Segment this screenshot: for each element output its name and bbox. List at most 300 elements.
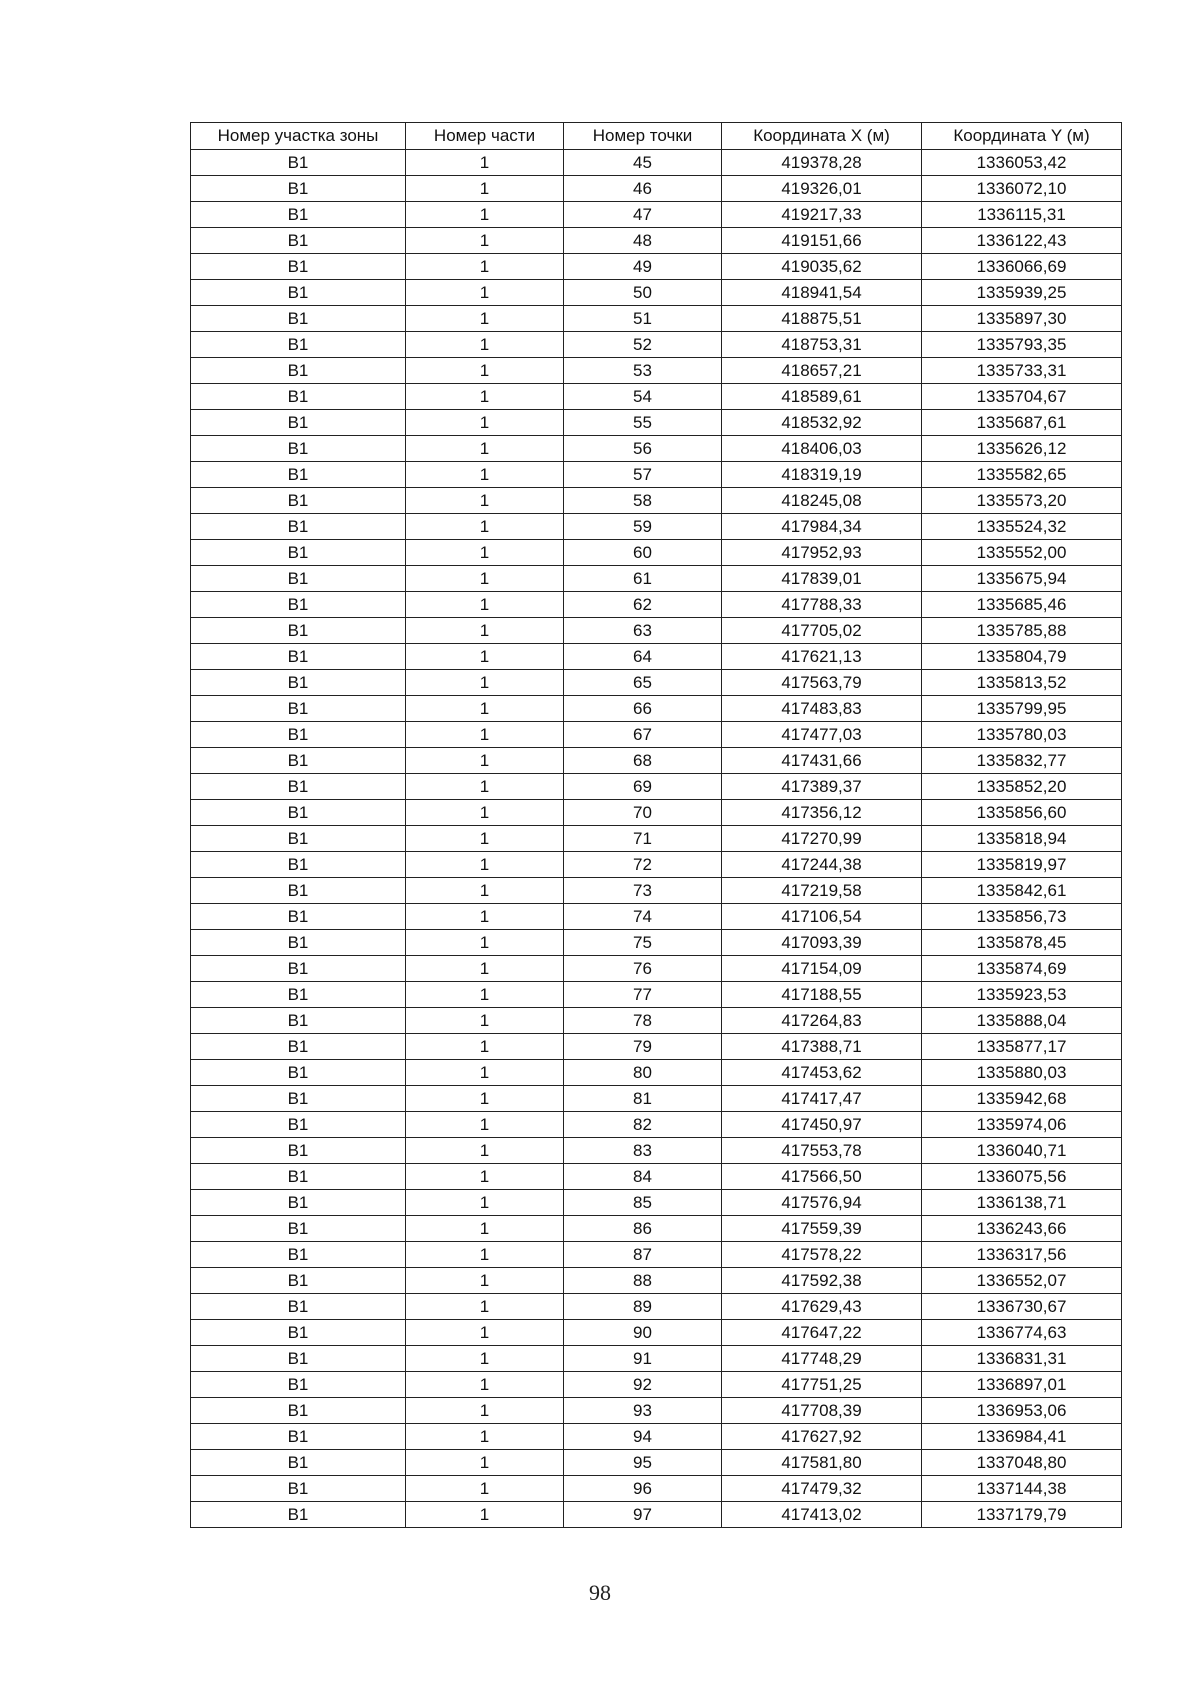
table-row [191,1008,1122,1034]
cell-coordinate-y: 1335799,95 [922,696,1122,722]
cell-coordinate-x: 417106,54 [722,904,922,930]
table-row [191,1372,1122,1398]
cell-coordinate-y: 1336138,71 [922,1190,1122,1216]
cell-coordinate-x: 417264,83 [722,1008,922,1034]
table-row [191,982,1122,1008]
cell-point-number: 79 [564,1034,722,1060]
cell-part-number: 1 [406,1112,564,1138]
table-row [191,254,1122,280]
cell-part-number: 1 [406,1294,564,1320]
cell-point-number: 73 [564,878,722,904]
cell-coordinate-x: 417453,62 [722,1060,922,1086]
cell-part-number: 1 [406,228,564,254]
cell-part-number: 1 [406,1346,564,1372]
table-row [191,306,1122,332]
cell-point-number: 88 [564,1268,722,1294]
cell-part-number: 1 [406,436,564,462]
cell-zone-plot-number: В1 [191,306,406,332]
cell-point-number: 47 [564,202,722,228]
cell-point-number: 48 [564,228,722,254]
cell-point-number: 87 [564,1242,722,1268]
cell-point-number: 45 [564,150,722,176]
cell-coordinate-x: 417952,93 [722,540,922,566]
cell-zone-plot-number: В1 [191,1294,406,1320]
cell-part-number: 1 [406,1502,564,1528]
cell-zone-plot-number: В1 [191,1424,406,1450]
cell-point-number: 68 [564,748,722,774]
cell-coordinate-x: 417154,09 [722,956,922,982]
cell-part-number: 1 [406,904,564,930]
cell-coordinate-y: 1335733,31 [922,358,1122,384]
cell-coordinate-y: 1336953,06 [922,1398,1122,1424]
header-part-number: Номер части [406,123,564,150]
cell-coordinate-x: 418532,92 [722,410,922,436]
cell-coordinate-x: 417219,58 [722,878,922,904]
cell-coordinate-x: 417581,80 [722,1450,922,1476]
cell-point-number: 64 [564,644,722,670]
cell-coordinate-y: 1336072,10 [922,176,1122,202]
cell-coordinate-y: 1336122,43 [922,228,1122,254]
cell-coordinate-x: 417244,38 [722,852,922,878]
cell-part-number: 1 [406,1190,564,1216]
cell-point-number: 54 [564,384,722,410]
cell-zone-plot-number: В1 [191,228,406,254]
table-row [191,1216,1122,1242]
cell-coordinate-y: 1335552,00 [922,540,1122,566]
cell-zone-plot-number: В1 [191,1190,406,1216]
cell-coordinate-x: 417389,37 [722,774,922,800]
header-coordinate-x: Координата X (м) [722,123,922,150]
cell-part-number: 1 [406,1372,564,1398]
cell-zone-plot-number: В1 [191,826,406,852]
cell-point-number: 74 [564,904,722,930]
cell-part-number: 1 [406,566,564,592]
table-row [191,1190,1122,1216]
table-row [191,1320,1122,1346]
table-row [191,1294,1122,1320]
cell-zone-plot-number: В1 [191,488,406,514]
cell-coordinate-x: 417188,55 [722,982,922,1008]
cell-coordinate-x: 417477,03 [722,722,922,748]
cell-coordinate-y: 1337179,79 [922,1502,1122,1528]
cell-zone-plot-number: В1 [191,1346,406,1372]
cell-zone-plot-number: В1 [191,1268,406,1294]
cell-zone-plot-number: В1 [191,462,406,488]
table-row [191,670,1122,696]
table-row [191,384,1122,410]
cell-part-number: 1 [406,774,564,800]
cell-part-number: 1 [406,878,564,904]
cell-part-number: 1 [406,462,564,488]
cell-part-number: 1 [406,540,564,566]
cell-zone-plot-number: В1 [191,1398,406,1424]
cell-coordinate-x: 417647,22 [722,1320,922,1346]
table-row [191,1242,1122,1268]
cell-zone-plot-number: В1 [191,956,406,982]
cell-point-number: 52 [564,332,722,358]
cell-zone-plot-number: В1 [191,800,406,826]
cell-part-number: 1 [406,384,564,410]
cell-point-number: 75 [564,930,722,956]
cell-point-number: 89 [564,1294,722,1320]
cell-part-number: 1 [406,670,564,696]
cell-zone-plot-number: В1 [191,592,406,618]
cell-coordinate-y: 1335888,04 [922,1008,1122,1034]
table-row [191,1164,1122,1190]
coordinates-table [190,122,1122,1528]
cell-coordinate-x: 417553,78 [722,1138,922,1164]
cell-point-number: 63 [564,618,722,644]
cell-coordinate-x: 417479,32 [722,1476,922,1502]
cell-zone-plot-number: В1 [191,982,406,1008]
cell-point-number: 78 [564,1008,722,1034]
cell-coordinate-x: 418753,31 [722,332,922,358]
cell-coordinate-x: 417356,12 [722,800,922,826]
cell-coordinate-x: 417627,92 [722,1424,922,1450]
table-row [191,1398,1122,1424]
cell-coordinate-y: 1335856,73 [922,904,1122,930]
cell-part-number: 1 [406,202,564,228]
cell-point-number: 57 [564,462,722,488]
table-row [191,722,1122,748]
cell-point-number: 51 [564,306,722,332]
cell-part-number: 1 [406,514,564,540]
cell-point-number: 62 [564,592,722,618]
cell-point-number: 66 [564,696,722,722]
cell-point-number: 67 [564,722,722,748]
cell-coordinate-y: 1335878,45 [922,930,1122,956]
cell-part-number: 1 [406,1268,564,1294]
table-row [191,488,1122,514]
cell-zone-plot-number: В1 [191,878,406,904]
cell-coordinate-y: 1335573,20 [922,488,1122,514]
cell-coordinate-x: 417629,43 [722,1294,922,1320]
table-row [191,904,1122,930]
table-row [191,1268,1122,1294]
cell-point-number: 86 [564,1216,722,1242]
cell-zone-plot-number: В1 [191,358,406,384]
cell-zone-plot-number: В1 [191,176,406,202]
cell-zone-plot-number: В1 [191,540,406,566]
cell-coordinate-x: 418589,61 [722,384,922,410]
cell-coordinate-x: 417984,34 [722,514,922,540]
cell-coordinate-x: 417413,02 [722,1502,922,1528]
cell-coordinate-x: 417388,71 [722,1034,922,1060]
table-row [191,592,1122,618]
cell-coordinate-x: 417559,39 [722,1216,922,1242]
cell-zone-plot-number: В1 [191,566,406,592]
table-row [191,956,1122,982]
cell-coordinate-y: 1335939,25 [922,280,1122,306]
cell-part-number: 1 [406,488,564,514]
cell-coordinate-y: 1335582,65 [922,462,1122,488]
cell-part-number: 1 [406,1008,564,1034]
table-row [191,566,1122,592]
table-row [191,1138,1122,1164]
cell-part-number: 1 [406,410,564,436]
cell-point-number: 81 [564,1086,722,1112]
cell-part-number: 1 [406,254,564,280]
cell-coordinate-x: 418245,08 [722,488,922,514]
cell-coordinate-y: 1336897,01 [922,1372,1122,1398]
cell-zone-plot-number: В1 [191,1138,406,1164]
cell-zone-plot-number: В1 [191,748,406,774]
cell-point-number: 84 [564,1164,722,1190]
cell-zone-plot-number: В1 [191,332,406,358]
table-row [191,1086,1122,1112]
cell-coordinate-x: 418875,51 [722,306,922,332]
cell-point-number: 92 [564,1372,722,1398]
cell-point-number: 93 [564,1398,722,1424]
cell-part-number: 1 [406,982,564,1008]
cell-part-number: 1 [406,930,564,956]
cell-part-number: 1 [406,1138,564,1164]
cell-zone-plot-number: В1 [191,1450,406,1476]
page-number: 98 [589,1580,611,1605]
cell-point-number: 85 [564,1190,722,1216]
cell-zone-plot-number: В1 [191,644,406,670]
table-row [191,1112,1122,1138]
table-row [191,150,1122,176]
table-row [191,514,1122,540]
cell-coordinate-y: 1337048,80 [922,1450,1122,1476]
cell-coordinate-x: 417751,25 [722,1372,922,1398]
cell-zone-plot-number: В1 [191,852,406,878]
cell-zone-plot-number: В1 [191,670,406,696]
table-row [191,1450,1122,1476]
cell-part-number: 1 [406,1424,564,1450]
cell-point-number: 76 [564,956,722,982]
table-row [191,462,1122,488]
cell-coordinate-y: 1336730,67 [922,1294,1122,1320]
cell-part-number: 1 [406,852,564,878]
cell-point-number: 56 [564,436,722,462]
cell-coordinate-x: 419035,62 [722,254,922,280]
cell-point-number: 72 [564,852,722,878]
cell-coordinate-y: 1335704,67 [922,384,1122,410]
cell-point-number: 91 [564,1346,722,1372]
table-row [191,358,1122,384]
cell-zone-plot-number: В1 [191,436,406,462]
cell-coordinate-y: 1335818,94 [922,826,1122,852]
cell-zone-plot-number: В1 [191,618,406,644]
table-row [191,1346,1122,1372]
cell-point-number: 58 [564,488,722,514]
table-row [191,852,1122,878]
cell-part-number: 1 [406,1034,564,1060]
cell-coordinate-x: 417748,29 [722,1346,922,1372]
table-row [191,1034,1122,1060]
cell-point-number: 90 [564,1320,722,1346]
cell-coordinate-y: 1335874,69 [922,956,1122,982]
cell-part-number: 1 [406,332,564,358]
cell-point-number: 95 [564,1450,722,1476]
cell-point-number: 53 [564,358,722,384]
cell-point-number: 77 [564,982,722,1008]
cell-coordinate-x: 419151,66 [722,228,922,254]
cell-coordinate-x: 417708,39 [722,1398,922,1424]
cell-part-number: 1 [406,618,564,644]
table-row [191,1424,1122,1450]
cell-part-number: 1 [406,306,564,332]
table-row [191,176,1122,202]
table-row [191,800,1122,826]
cell-coordinate-y: 1335685,46 [922,592,1122,618]
cell-coordinate-y: 1335780,03 [922,722,1122,748]
cell-part-number: 1 [406,1242,564,1268]
cell-coordinate-y: 1336831,31 [922,1346,1122,1372]
cell-point-number: 97 [564,1502,722,1528]
cell-point-number: 55 [564,410,722,436]
cell-part-number: 1 [406,826,564,852]
cell-zone-plot-number: В1 [191,280,406,306]
cell-coordinate-x: 417431,66 [722,748,922,774]
cell-coordinate-x: 417576,94 [722,1190,922,1216]
cell-coordinate-x: 417621,13 [722,644,922,670]
cell-coordinate-x: 417566,50 [722,1164,922,1190]
cell-part-number: 1 [406,592,564,618]
cell-coordinate-y: 1335923,53 [922,982,1122,1008]
cell-coordinate-y: 1335804,79 [922,644,1122,670]
table-row [191,280,1122,306]
cell-point-number: 82 [564,1112,722,1138]
cell-coordinate-x: 417483,83 [722,696,922,722]
cell-coordinate-y: 1336552,07 [922,1268,1122,1294]
table-row [191,1060,1122,1086]
cell-coordinate-x: 417450,97 [722,1112,922,1138]
cell-coordinate-y: 1335524,32 [922,514,1122,540]
table-row [191,748,1122,774]
cell-zone-plot-number: В1 [191,254,406,280]
table-body [191,150,1122,1528]
cell-point-number: 65 [564,670,722,696]
cell-zone-plot-number: В1 [191,514,406,540]
cell-coordinate-x: 419326,01 [722,176,922,202]
table-row [191,540,1122,566]
cell-zone-plot-number: В1 [191,384,406,410]
table-row [191,1502,1122,1528]
cell-part-number: 1 [406,722,564,748]
cell-coordinate-y: 1336066,69 [922,254,1122,280]
cell-coordinate-y: 1336040,71 [922,1138,1122,1164]
cell-coordinate-y: 1336317,56 [922,1242,1122,1268]
cell-coordinate-x: 419378,28 [722,150,922,176]
cell-point-number: 49 [564,254,722,280]
cell-coordinate-y: 1335626,12 [922,436,1122,462]
cell-coordinate-x: 417592,38 [722,1268,922,1294]
table-row [191,410,1122,436]
table-row [191,644,1122,670]
cell-coordinate-y: 1335974,06 [922,1112,1122,1138]
cell-zone-plot-number: В1 [191,696,406,722]
cell-point-number: 60 [564,540,722,566]
cell-coordinate-y: 1337144,38 [922,1476,1122,1502]
header-zone-plot-number: Номер участка зоны [191,123,406,150]
cell-zone-plot-number: В1 [191,1476,406,1502]
cell-zone-plot-number: В1 [191,1216,406,1242]
table-header-row [191,123,1122,150]
cell-coordinate-x: 417705,02 [722,618,922,644]
cell-point-number: 83 [564,1138,722,1164]
cell-part-number: 1 [406,1060,564,1086]
cell-zone-plot-number: В1 [191,1320,406,1346]
cell-coordinate-y: 1336075,56 [922,1164,1122,1190]
cell-point-number: 46 [564,176,722,202]
cell-part-number: 1 [406,1450,564,1476]
cell-coordinate-x: 418319,19 [722,462,922,488]
table-row [191,878,1122,904]
cell-coordinate-x: 417093,39 [722,930,922,956]
cell-coordinate-y: 1335942,68 [922,1086,1122,1112]
cell-part-number: 1 [406,800,564,826]
cell-coordinate-y: 1335793,35 [922,332,1122,358]
cell-part-number: 1 [406,1320,564,1346]
cell-coordinate-y: 1335897,30 [922,306,1122,332]
cell-zone-plot-number: В1 [191,150,406,176]
cell-coordinate-y: 1335785,88 [922,618,1122,644]
cell-point-number: 94 [564,1424,722,1450]
cell-point-number: 59 [564,514,722,540]
cell-zone-plot-number: В1 [191,904,406,930]
cell-point-number: 96 [564,1476,722,1502]
cell-part-number: 1 [406,1476,564,1502]
cell-coordinate-x: 417788,33 [722,592,922,618]
cell-zone-plot-number: В1 [191,1034,406,1060]
cell-coordinate-y: 1336984,41 [922,1424,1122,1450]
cell-zone-plot-number: В1 [191,1242,406,1268]
cell-coordinate-y: 1335856,60 [922,800,1122,826]
cell-zone-plot-number: В1 [191,1502,406,1528]
cell-part-number: 1 [406,1086,564,1112]
cell-coordinate-x: 417270,99 [722,826,922,852]
cell-part-number: 1 [406,1216,564,1242]
cell-point-number: 69 [564,774,722,800]
cell-coordinate-y: 1335852,20 [922,774,1122,800]
table-row [191,228,1122,254]
cell-coordinate-x: 418657,21 [722,358,922,384]
cell-point-number: 80 [564,1060,722,1086]
table-row [191,696,1122,722]
cell-zone-plot-number: В1 [191,774,406,800]
cell-zone-plot-number: В1 [191,1060,406,1086]
table-row [191,1476,1122,1502]
cell-part-number: 1 [406,748,564,774]
table-row [191,202,1122,228]
cell-coordinate-y: 1336115,31 [922,202,1122,228]
cell-coordinate-x: 417563,79 [722,670,922,696]
cell-coordinate-y: 1335877,17 [922,1034,1122,1060]
table-row [191,618,1122,644]
cell-coordinate-x: 417839,01 [722,566,922,592]
cell-zone-plot-number: В1 [191,930,406,956]
cell-coordinate-y: 1335832,77 [922,748,1122,774]
cell-point-number: 61 [564,566,722,592]
cell-part-number: 1 [406,956,564,982]
cell-coordinate-y: 1335813,52 [922,670,1122,696]
cell-part-number: 1 [406,280,564,306]
cell-coordinate-x: 418406,03 [722,436,922,462]
cell-zone-plot-number: В1 [191,1086,406,1112]
table-row [191,436,1122,462]
cell-part-number: 1 [406,358,564,384]
table-row [191,826,1122,852]
cell-coordinate-x: 417578,22 [722,1242,922,1268]
cell-zone-plot-number: В1 [191,410,406,436]
cell-part-number: 1 [406,644,564,670]
cell-part-number: 1 [406,150,564,176]
cell-point-number: 70 [564,800,722,826]
cell-point-number: 71 [564,826,722,852]
